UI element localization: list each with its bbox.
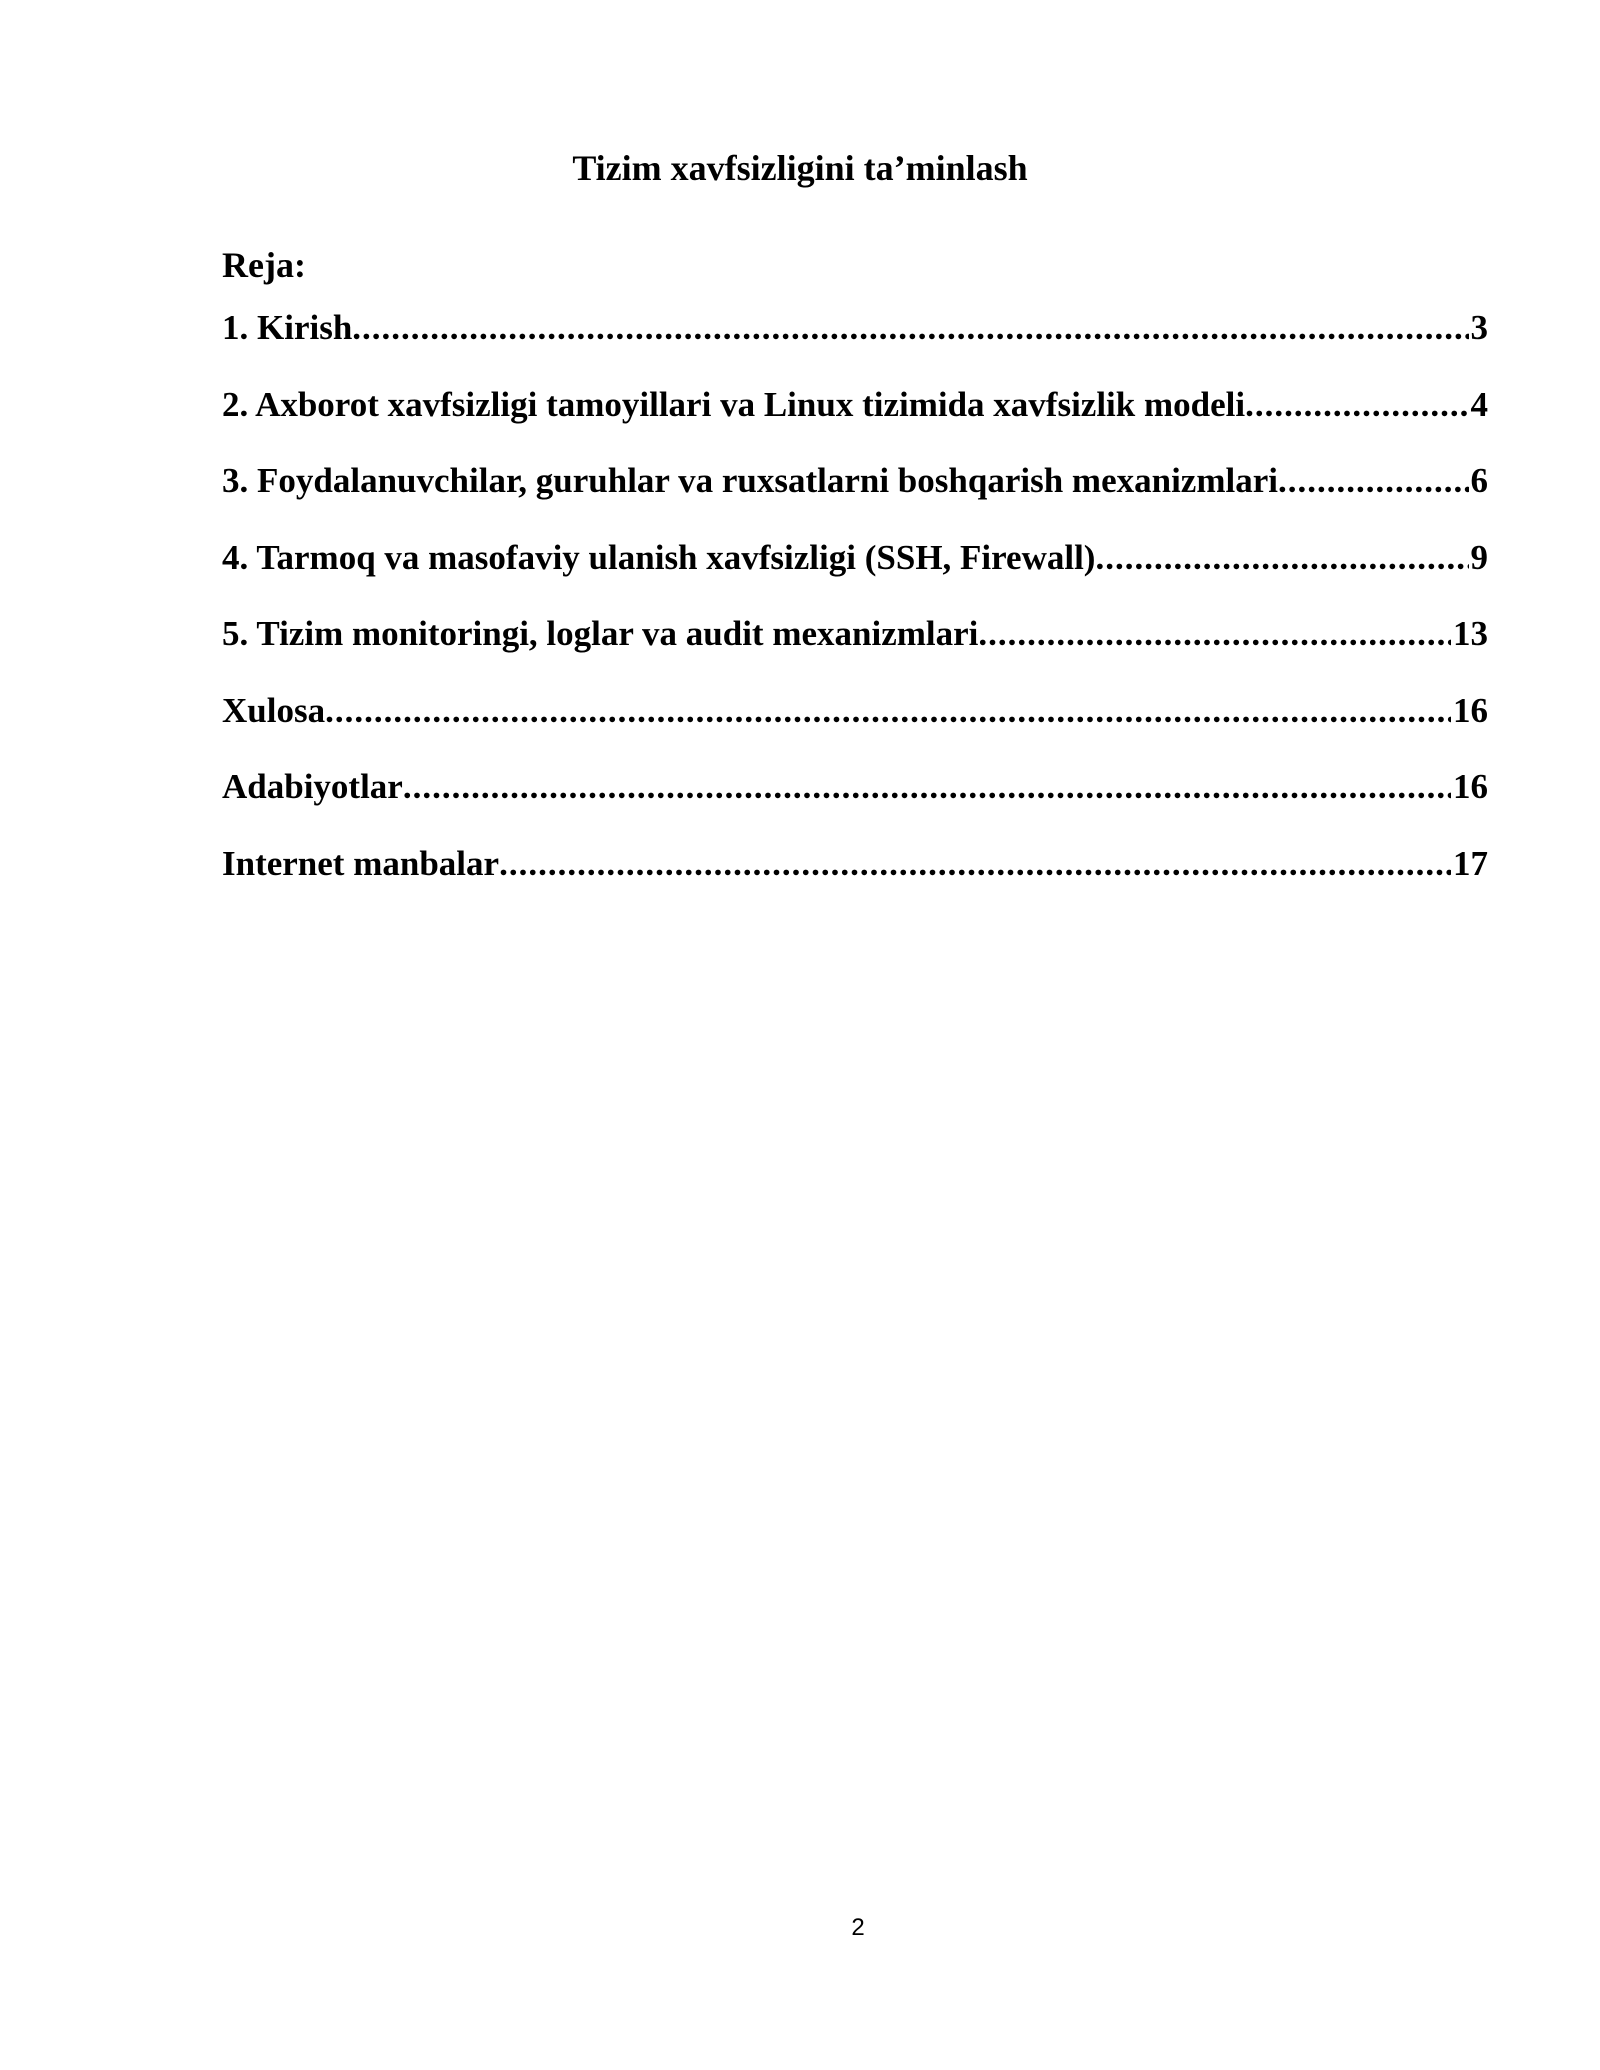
toc-entry-kirish (222, 306, 1488, 383)
toc-entry-label: 1. Kirish (222, 308, 353, 347)
toc-dot-leader (499, 842, 1451, 886)
toc-dot-leader (1278, 459, 1469, 503)
page-number: 2 (851, 1914, 865, 1941)
toc-entry-label: 4. Tarmoq va masofaviy ulanish xavfsizligi (SSH, Firewall) (222, 537, 1096, 577)
toc-entry-label: 2. Axborot xavfsizligi tamoyillari va Linux tizimida xavfsizlik modeli (222, 384, 1246, 424)
toc-entry-page: 3 (1470, 308, 1488, 347)
toc-entry-security-principles (222, 383, 1488, 460)
toc-entry-page: 17 (1453, 843, 1488, 883)
toc-entry-adabiyotlar (222, 765, 1488, 842)
toc-entry-page: 16 (1453, 690, 1488, 730)
toc-dot-leader (352, 306, 1468, 350)
toc-entry-page: 13 (1453, 614, 1488, 653)
toc-entry-page: 4 (1470, 384, 1488, 424)
toc-dot-leader (325, 689, 1451, 733)
toc-dot-leader (1245, 383, 1468, 427)
toc-entry-network-security (222, 536, 1488, 613)
table-of-contents (222, 306, 1488, 918)
toc-dot-leader (403, 765, 1451, 809)
toc-entry-page: 9 (1470, 537, 1488, 577)
toc-entry-label: Xulosa (222, 690, 326, 730)
plan-heading: Reja: (222, 245, 306, 285)
toc-entry-page: 6 (1470, 461, 1488, 500)
toc-entry-label: 5. Tizim monitoringi, loglar va audit mexanizmlari (222, 614, 979, 653)
toc-entry-label: Adabiyotlar (222, 767, 403, 806)
toc-entry-label: 3. Foydalanuvchilar, guruhlar va ruxsatlarni boshqarish mexanizmlari (222, 461, 1278, 500)
toc-entry-page: 16 (1453, 767, 1488, 806)
document-title: Tizim xavfsizligini ta’minlash (572, 148, 1028, 188)
toc-entry-label: Internet manbalar (222, 843, 500, 883)
toc-entry-xulosa (222, 689, 1488, 766)
toc-entry-monitoring (222, 612, 1488, 689)
toc-entry-internet-manbalar (222, 842, 1488, 919)
toc-dot-leader (978, 612, 1451, 656)
toc-entry-users-groups (222, 459, 1488, 536)
toc-dot-leader (1095, 536, 1468, 580)
